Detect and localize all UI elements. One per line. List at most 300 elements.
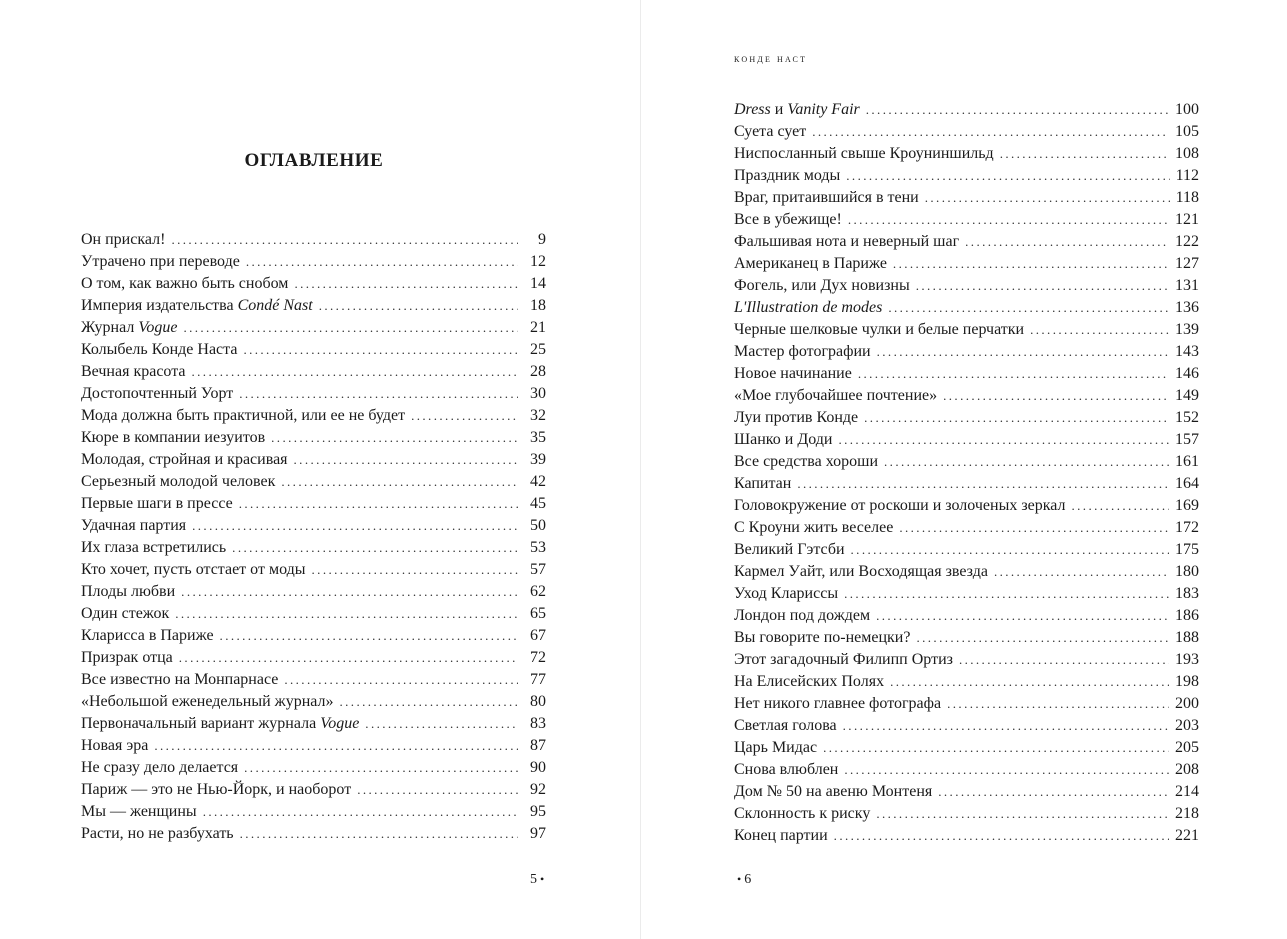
- toc-entry-page: 105: [1175, 123, 1199, 140]
- folio-number: 5: [530, 872, 537, 887]
- toc-entry-title: [81, 691, 334, 713]
- dot-leader: [1072, 495, 1170, 517]
- toc-entry-title-text: Мы — женщины: [81, 803, 197, 820]
- toc-entry-title-text: Империя издательства: [81, 297, 238, 314]
- toc-entry-title: [81, 801, 197, 823]
- toc-entry-title-text: Враг, притаившийся в тени: [734, 189, 919, 206]
- dot-leader: [797, 473, 1169, 495]
- toc-entry: [734, 693, 1199, 715]
- toc-entry-title: [734, 165, 840, 187]
- toc-entry-title-text: Утрачено при переводе: [81, 253, 240, 270]
- toc-entry-page: 175: [1175, 541, 1199, 558]
- dot-leader: [916, 275, 1169, 297]
- dot-leader: [179, 647, 518, 669]
- toc-entry: [81, 735, 546, 757]
- toc-entry: [734, 473, 1199, 495]
- toc-entry-title: [734, 319, 1024, 341]
- toc-entry-page: 139: [1175, 321, 1199, 338]
- toc-entry-page: 42: [530, 473, 546, 490]
- toc-entry-title: [734, 121, 806, 143]
- toc-entry-page: 203: [1175, 717, 1199, 734]
- toc-entry-page: 83: [530, 715, 546, 732]
- toc-entry-title: [734, 605, 870, 627]
- dot-leader: [246, 251, 518, 273]
- toc-entry-page: 149: [1175, 387, 1199, 404]
- toc-entry-title: [81, 383, 233, 405]
- toc-entry-title-text: Мода должна быть практичной, или ее не будет: [81, 407, 406, 424]
- toc-entry: [734, 451, 1199, 473]
- toc-entry-title-text: Конец партии: [734, 827, 828, 844]
- dot-leader: [864, 407, 1169, 429]
- toc-entry-title: [734, 187, 919, 209]
- toc-entry-title: [81, 823, 234, 845]
- toc-entry-title-text: Один стежок: [81, 605, 170, 622]
- dot-leader: [834, 825, 1169, 847]
- toc-entry-page: 57: [530, 561, 546, 578]
- toc-entry: [81, 295, 546, 317]
- toc-entry-title-text: «Мое глубочайшее почтение»: [734, 387, 938, 404]
- toc-entry-title: [81, 647, 173, 669]
- toc-entry-title: [81, 735, 148, 757]
- toc-entry-title: [81, 581, 175, 603]
- toc-entry-title-text: Дом № 50 на авеню Монтеня: [734, 783, 933, 800]
- toc-entry-title: [734, 99, 860, 121]
- toc-entry-page: 122: [1175, 233, 1199, 250]
- dot-leader: [899, 517, 1169, 539]
- toc-entry: [81, 339, 546, 361]
- toc-entry-title-text: О том, как важно быть снобом: [81, 275, 289, 292]
- toc-entry: [734, 165, 1199, 187]
- toc-entry: [734, 231, 1199, 253]
- dot-leader: [319, 295, 518, 317]
- toc-entry-title-text: Париж — это не Нью-Йорк, и наоборот: [81, 781, 352, 798]
- toc-entry-title: [734, 781, 932, 803]
- toc-entry-title: [81, 603, 169, 625]
- toc-entry-title: [734, 407, 858, 429]
- toc-entry-title: [81, 339, 237, 361]
- toc-entry: [81, 229, 546, 251]
- toc-entry-page: 62: [530, 583, 546, 600]
- dot-leader: [232, 537, 518, 559]
- toc-entry-page: 9: [538, 231, 546, 248]
- toc-entry-title: [81, 427, 265, 449]
- toc-entry-page: 200: [1175, 695, 1199, 712]
- toc-entry-title-text: Он прискал!: [81, 231, 166, 248]
- toc-entry-page: 21: [530, 319, 546, 336]
- toc-entry-page: 35: [530, 429, 546, 446]
- toc-entry: [81, 779, 546, 801]
- dot-leader: [965, 231, 1169, 253]
- toc-entry-title-italic: Vogue: [138, 319, 178, 336]
- toc-entry-title: [81, 625, 214, 647]
- toc-entry: [81, 317, 546, 339]
- toc-entry-title-text: Колыбель Конде Наста: [81, 341, 238, 358]
- toc-entry-title: [734, 561, 988, 583]
- toc-entry-title-italic: Vogue: [320, 715, 360, 732]
- toc-entry-page: 164: [1175, 475, 1199, 492]
- dot-leader: [183, 317, 518, 339]
- toc-entry-page: 32: [530, 407, 546, 424]
- toc-entry-title-text: С Кроуни жить веселее: [734, 519, 894, 536]
- toc-entry-title-text: Луи против Конде: [734, 409, 859, 426]
- toc-heading: ОГЛАВЛЕНИЕ: [244, 150, 384, 171]
- toc-entry-page: 90: [530, 759, 546, 776]
- toc-entry: [734, 649, 1199, 671]
- dot-leader: [411, 405, 518, 427]
- toc-entry-title: [81, 471, 275, 493]
- toc-entry-page: 14: [530, 275, 546, 292]
- toc-entry-page: 127: [1175, 255, 1199, 272]
- page-number-left: [530, 872, 547, 888]
- toc-entry-title: [734, 649, 953, 671]
- folio-bullet: •: [540, 872, 545, 886]
- toc-entry-page: 25: [530, 341, 546, 358]
- toc-entry-title: [734, 803, 870, 825]
- toc-entry-title-text: Склонность к риску: [734, 805, 871, 822]
- toc-entry-title-text: Нет никого главнее фотографа: [734, 695, 942, 712]
- toc-entry-title-text: Молодая, стройная и красивая: [81, 451, 288, 468]
- toc-entry-page: 118: [1175, 189, 1199, 206]
- toc-entry-title-text: Черные шелковые чулки и белые перчатки: [734, 321, 1025, 338]
- toc-entry-title-text: Уход Клариссы: [734, 585, 839, 602]
- toc-entry: [734, 825, 1199, 847]
- toc-entry: [734, 627, 1199, 649]
- toc-entry-title-text: Удачная партия: [81, 517, 187, 534]
- toc-entry-page: 92: [530, 781, 546, 798]
- toc-entry-title: [734, 693, 941, 715]
- toc-entry-page: 183: [1175, 585, 1199, 602]
- toc-entry: [81, 361, 546, 383]
- toc-entry: [81, 691, 546, 713]
- dot-leader: [916, 627, 1169, 649]
- dot-leader: [181, 581, 518, 603]
- toc-entry-title-text: и: [770, 101, 788, 118]
- dot-leader: [294, 449, 518, 471]
- toc-entry: [734, 671, 1199, 693]
- toc-entry: [81, 251, 546, 273]
- dot-leader: [846, 165, 1169, 187]
- toc-entry: [81, 603, 546, 625]
- toc-entry-page: 97: [530, 825, 546, 842]
- toc-entry: [81, 713, 546, 735]
- toc-entry: [734, 539, 1199, 561]
- toc-entry-page: 205: [1175, 739, 1199, 756]
- dot-leader: [271, 427, 518, 449]
- toc-entry-title: [734, 539, 845, 561]
- dot-leader: [876, 605, 1169, 627]
- dot-leader: [220, 625, 518, 647]
- toc-entry: [734, 319, 1199, 341]
- toc-entry-page: 53: [530, 539, 546, 556]
- toc-entry-page: 218: [1175, 805, 1199, 822]
- dot-leader: [357, 779, 518, 801]
- toc-entry-title: [81, 559, 306, 581]
- toc-entry-title: [734, 759, 838, 781]
- toc-entry-title-italic: Condé Nast: [237, 297, 313, 314]
- toc-entry-title: [734, 275, 910, 297]
- toc-entry-page: 77: [530, 671, 546, 688]
- toc-entry: [81, 757, 546, 779]
- toc-entry-title-text: Кармел Уайт, или Восходящая звезда: [734, 563, 988, 580]
- dot-leader: [925, 187, 1170, 209]
- toc-entry-title: [734, 715, 837, 737]
- toc-entry-title-text: Великий Гэтсби: [734, 541, 845, 558]
- toc-entry-title: [734, 363, 852, 385]
- toc-entry-page: 152: [1175, 409, 1199, 426]
- toc-entry-title: [81, 537, 226, 559]
- toc-entry-title-text: Все известно на Монпарнасе: [81, 671, 279, 688]
- dot-leader: [365, 713, 518, 735]
- toc-entry: [81, 383, 546, 405]
- dot-leader: [947, 693, 1169, 715]
- toc-entry-title: [734, 627, 910, 649]
- toc-entry: [81, 493, 546, 515]
- toc-entry-page: 67: [530, 627, 546, 644]
- toc-entry-title-text: Фальшивая нота и неверный шаг: [734, 233, 960, 250]
- dot-leader: [994, 561, 1169, 583]
- toc-entry-page: 188: [1175, 629, 1199, 646]
- toc-entry: [81, 515, 546, 537]
- toc-entry-title: [734, 737, 817, 759]
- toc-entry-title: [734, 495, 1066, 517]
- dot-leader: [943, 385, 1169, 407]
- toc-entry-title: [81, 757, 238, 779]
- toc-entry-title-text: «Небольшой еженедельный журнал»: [81, 693, 334, 710]
- dot-leader: [959, 649, 1169, 671]
- toc-entry-page: 193: [1175, 651, 1199, 668]
- toc-entry-title-text: Праздник моды: [734, 167, 841, 184]
- toc-entry-title: [734, 143, 994, 165]
- dot-leader: [281, 471, 518, 493]
- dot-leader: [1030, 319, 1169, 341]
- toc-entry: [734, 187, 1199, 209]
- toc-entry-title: [734, 297, 882, 319]
- toc-entry-title: [81, 713, 359, 735]
- toc-entry-title: [734, 429, 832, 451]
- dot-leader: [240, 823, 518, 845]
- toc-entry-title-text: Журнал: [81, 319, 139, 336]
- dot-leader: [239, 493, 518, 515]
- dot-leader: [843, 715, 1169, 737]
- toc-entry-page: 18: [530, 297, 546, 314]
- toc-entry-page: 95: [530, 803, 546, 820]
- toc-entry-title-text: Кто хочет, пусть отстает от моды: [81, 561, 306, 578]
- toc-entry-page: 180: [1175, 563, 1199, 580]
- toc-entry-title-text: Серьезный молодой человек: [81, 473, 276, 490]
- toc-entry-page: 161: [1175, 453, 1199, 470]
- toc-entry: [734, 715, 1199, 737]
- toc-entry-title: [81, 273, 288, 295]
- toc-entry-title-text: Не сразу дело делается: [81, 759, 239, 776]
- toc-entry: [81, 647, 546, 669]
- dot-leader: [938, 781, 1169, 803]
- dot-leader: [175, 603, 518, 625]
- dot-leader: [243, 339, 518, 361]
- toc-entry-page: 39: [530, 451, 546, 468]
- toc-entry: [81, 427, 546, 449]
- dot-leader: [888, 297, 1169, 319]
- toc-entry-title: [734, 583, 838, 605]
- toc-entry-title: [81, 669, 278, 691]
- toc-entry: [81, 471, 546, 493]
- page-number-right: [734, 872, 751, 888]
- toc-entry-title-text: Первые шаги в прессе: [81, 495, 233, 512]
- toc-entry-page: 72: [530, 649, 546, 666]
- toc-list-right: [734, 99, 1199, 847]
- toc-entry-title-text: Кюре в компании иезуитов: [81, 429, 266, 446]
- dot-leader: [866, 99, 1169, 121]
- toc-entry-title-text: Царь Мидас: [734, 739, 818, 756]
- toc-entry: [734, 253, 1199, 275]
- toc-entry-page: 12: [530, 253, 546, 270]
- toc-entry: [734, 429, 1199, 451]
- toc-entry: [81, 449, 546, 471]
- dot-leader: [284, 669, 518, 691]
- dot-leader: [838, 429, 1169, 451]
- dot-leader: [858, 363, 1169, 385]
- toc-entry-title-text: Фогель, или Дух новизны: [734, 277, 910, 294]
- dot-leader: [340, 691, 519, 713]
- dot-leader: [851, 539, 1169, 561]
- toc-entry: [81, 273, 546, 295]
- dot-leader: [890, 671, 1169, 693]
- toc-entry: [81, 801, 546, 823]
- toc-entry-title-text: Светлая голова: [734, 717, 837, 734]
- dot-leader: [203, 801, 518, 823]
- toc-entry-title-text: Призрак отца: [81, 649, 173, 666]
- toc-entry: [81, 537, 546, 559]
- toc-entry-title: [734, 825, 828, 847]
- toc-entry-title: [81, 449, 288, 471]
- toc-entry: [734, 495, 1199, 517]
- toc-entry: [734, 561, 1199, 583]
- toc-entry-title: [734, 253, 887, 275]
- dot-leader: [812, 121, 1169, 143]
- toc-entry-title: [734, 517, 893, 539]
- running-head: конде наст: [734, 53, 808, 65]
- dot-leader: [823, 737, 1169, 759]
- toc-entry: [734, 517, 1199, 539]
- toc-entry-title-text: Мастер фотографии: [734, 343, 871, 360]
- dot-leader: [312, 559, 518, 581]
- right-page: [641, 0, 1287, 939]
- toc-entry-title-text: Лондон под дождем: [734, 607, 871, 624]
- toc-entry: [734, 781, 1199, 803]
- toc-entry-title: [81, 405, 405, 427]
- dot-leader: [244, 757, 518, 779]
- toc-entry-page: 221: [1175, 827, 1199, 844]
- toc-list-left: [81, 229, 546, 845]
- toc-entry-title: [81, 317, 177, 339]
- toc-entry: [734, 121, 1199, 143]
- toc-entry-title-text: Все в убежище!: [734, 211, 842, 228]
- dot-leader: [877, 341, 1169, 363]
- toc-entry-title-text: Вечная красота: [81, 363, 186, 380]
- toc-entry-title: [734, 473, 791, 495]
- dot-leader: [1000, 143, 1169, 165]
- toc-entry: [734, 385, 1199, 407]
- toc-entry-page: 87: [530, 737, 546, 754]
- toc-entry: [734, 275, 1199, 297]
- toc-entry-page: 45: [530, 495, 546, 512]
- toc-entry-page: 65: [530, 605, 546, 622]
- dot-leader: [844, 759, 1169, 781]
- dot-leader: [239, 383, 518, 405]
- toc-entry: [734, 143, 1199, 165]
- toc-entry-title-text: Новое начинание: [734, 365, 852, 382]
- toc-entry-title: [81, 229, 165, 251]
- toc-entry-page: 186: [1175, 607, 1199, 624]
- toc-entry-page: 112: [1175, 167, 1199, 184]
- toc-entry-title-text: Ниспосланный свыше Кроуниншильд: [734, 145, 994, 162]
- toc-entry: [734, 363, 1199, 385]
- toc-entry-page: 214: [1175, 783, 1199, 800]
- toc-entry-title: [734, 671, 884, 693]
- toc-entry: [734, 297, 1199, 319]
- dot-leader: [294, 273, 518, 295]
- toc-entry-title-text: Вы говорите по-немецки?: [734, 629, 911, 646]
- toc-entry: [81, 625, 546, 647]
- toc-entry: [734, 407, 1199, 429]
- toc-entry-page: 136: [1175, 299, 1199, 316]
- toc-entry-title: [734, 451, 878, 473]
- toc-entry-title-text: Первоначальный вариант журнала: [81, 715, 321, 732]
- toc-entry-page: 198: [1175, 673, 1199, 690]
- toc-entry-title-text: Кларисса в Париже: [81, 627, 214, 644]
- dot-leader: [884, 451, 1169, 473]
- toc-entry-title: [81, 251, 240, 273]
- toc-entry-title-text: Суета сует: [734, 123, 807, 140]
- toc-entry: [81, 669, 546, 691]
- toc-entry-title-italic: L'Illustration de modes: [734, 299, 883, 316]
- dot-leader: [192, 515, 518, 537]
- toc-entry-page: 100: [1175, 101, 1199, 118]
- toc-entry-title-text: Этот загадочный Филипп Ортиз: [734, 651, 953, 668]
- toc-entry-title-text: Все средства хороши: [734, 453, 879, 470]
- toc-entry-title-text: Плоды любви: [81, 583, 176, 600]
- toc-entry-title: [81, 779, 351, 801]
- left-page: [0, 0, 640, 939]
- toc-entry-title: [734, 209, 842, 231]
- toc-entry-title-text: Американец в Париже: [734, 255, 887, 272]
- toc-entry: [734, 209, 1199, 231]
- toc-entry-title-text: Новая эра: [81, 737, 149, 754]
- folio-bullet: •: [737, 872, 742, 886]
- toc-entry: [734, 583, 1199, 605]
- dot-leader: [171, 229, 518, 251]
- toc-entry-page: 28: [530, 363, 546, 380]
- folio-number: 6: [744, 872, 752, 887]
- toc-entry: [81, 823, 546, 845]
- dot-leader: [154, 735, 518, 757]
- toc-entry-title: [81, 295, 313, 317]
- toc-entry-page: 108: [1175, 145, 1199, 162]
- toc-entry-title: [81, 515, 186, 537]
- toc-entry: [81, 559, 546, 581]
- toc-entry-page: 121: [1175, 211, 1199, 228]
- toc-entry-page: 143: [1175, 343, 1199, 360]
- toc-entry: [734, 803, 1199, 825]
- toc-entry-title-text: Расти, но не разбухать: [81, 825, 234, 842]
- dot-leader: [893, 253, 1169, 275]
- toc-entry-title: [81, 361, 186, 383]
- toc-entry-page: 208: [1175, 761, 1199, 778]
- toc-entry-title: [734, 385, 937, 407]
- toc-entry: [734, 99, 1199, 121]
- toc-entry: [734, 759, 1199, 781]
- toc-entry-title-italic: Vanity Fair: [787, 101, 860, 118]
- toc-entry: [734, 341, 1199, 363]
